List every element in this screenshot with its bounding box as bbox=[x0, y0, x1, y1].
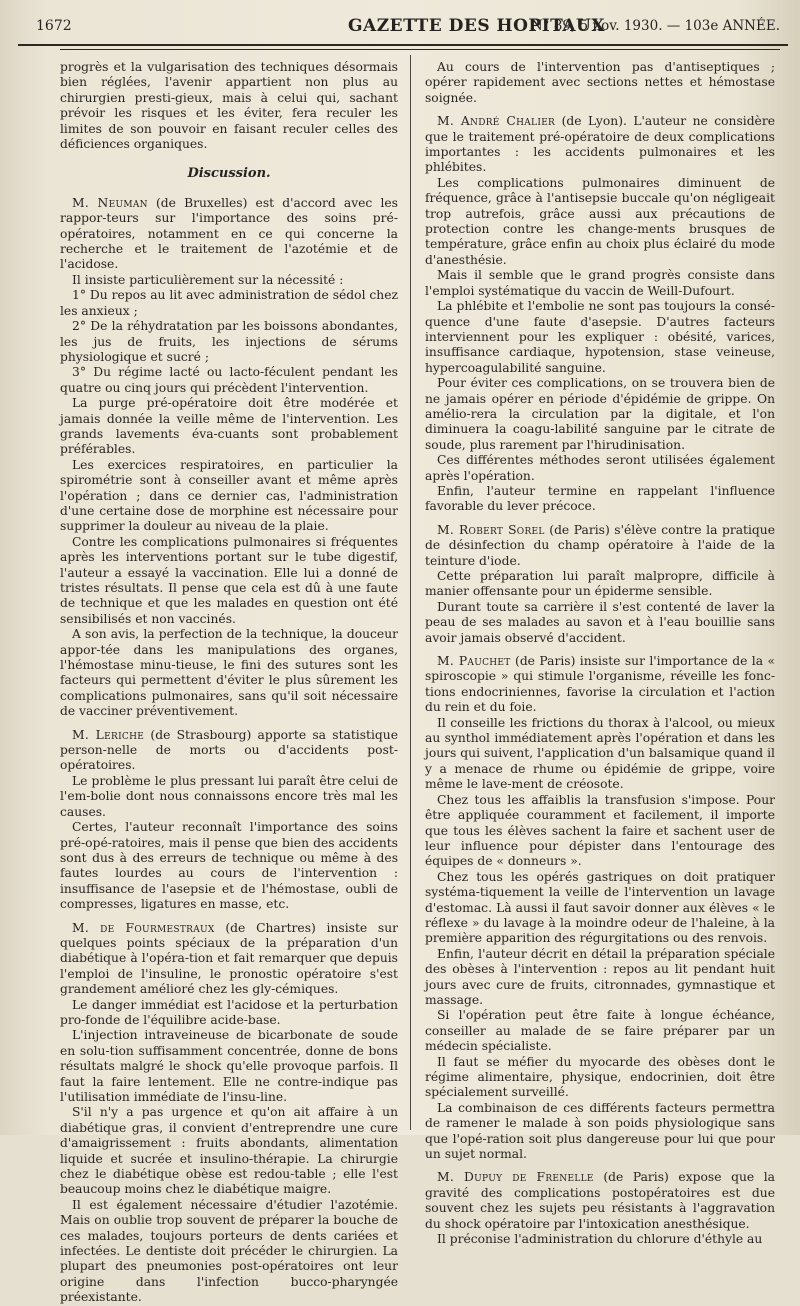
paragraph: Au cours de l'intervention pas d'antiseptiques ; opérer rapidement avec sections nettes et hémostase soignée. bbox=[425, 60, 775, 105]
speaker-name: M. de Fourmestraux bbox=[72, 920, 215, 935]
paragraph: 3° Du régime lacté ou lacto-féculent pendant les quatre ou cinq jours qui précèdent l'intervention. bbox=[60, 365, 398, 395]
paragraph: Il insiste particulièrement sur la nécessité : bbox=[72, 272, 344, 287]
page-header bbox=[18, 14, 788, 46]
paragraph: Si l'opération peut être faite à longue échéance, conseiller au malade de se faire préparer par un médecin spécialiste. bbox=[425, 1008, 775, 1054]
journal-title: GAZETTE DES HOPITAUX bbox=[348, 16, 606, 36]
speaker-name: M. André Chalier bbox=[437, 114, 556, 129]
paragraph: Certes, l'auteur reconnaît l'importance des soins pré-opé-ratoires, mais il pense que bien des accidents sont dus à des erreurs de technique ou même à des fautes lourdes au cours de l'intervention : insuffisance de l'asepsie et de l'hémostase, oubli de compresses, ligatures en masse, etc. bbox=[60, 820, 398, 912]
paragraph: Chez tous les affaiblis la transfusion s'impose. Pour être appliquée couramment et facilement, il importe que tous les élèves sachent la faire et sachent user de leur influence pour dépister dans l'entourage des équipes de « donneurs ». bbox=[425, 792, 775, 869]
paragraph: Le problème le plus pressant lui paraît être celui de l'em-bolie dont nous connaissons encore très mal les causes. bbox=[60, 773, 398, 819]
speaker-name: M. Dupuy de Frenelle bbox=[437, 1170, 594, 1185]
column-divider bbox=[410, 55, 411, 1130]
paragraph: A son avis, la perfection de la technique, la douceur appor-tée dans les manipulations des organes, l'hémostase minu-tieuse, le fini des sutures sont les facteurs qui permettent d'éviter le plus sûrement les complications pulmonaires, sans qu'il soit nécessaire de vacciner préventivement. bbox=[60, 627, 398, 719]
page-number: 1672 bbox=[36, 18, 72, 34]
paragraph: M. de Fourmestraux (de Chartres) insiste sur quelques points spéciaux de la préparation d'un diabétique à l'opéra-tion et fait remarquer que depuis l'emploi de l'insuline, le pronostic opératoire s'est grandement amélioré chez les gly-cémiques. bbox=[60, 920, 399, 997]
paragraph: Il conseille les frictions du thorax à l'alcool, ou mieux au synthol immédiatement après l'opération et dans les jours qui suivent, l'application d'un balsamique quand il y a menace de rhume ou épidémie de grippe, voire même le lave-ment de créosote. bbox=[425, 715, 775, 792]
paragraph: Enfin, l'auteur décrit en détail la préparation spéciale des obèses à l'intervention : repos au lit pendant huit jours avec cure de fruits, citronnades, gymnastique et massage. bbox=[425, 946, 775, 1007]
paragraph: Enfin, l'auteur termine en rappelant l'influence favorable du lever précoce. bbox=[425, 483, 775, 514]
section-heading: Discussion. bbox=[187, 166, 271, 182]
paragraph: 2° De la réhydratation par les boissons abondantes, les jus de fruits, les injections de sérums physiologique et sucré ; bbox=[60, 319, 398, 364]
paragraph: Chez tous les opérés gastriques on doit pratiquer systéma-tiquement la veille de l'intervention un lavage d'estomac. Là aussi il faut savoir donner aux élèves « le réflexe » du lavage à la moindre odeur de l'haleine, à la première apparition des régurgitations ou des renvois. bbox=[425, 869, 775, 946]
paragraph: La combinaison de ces différents facteurs permettra de ramener le malade à son poids physiologique sans que l'opé-ration soit plus dangereuse pour lui que pour un sujet normal. bbox=[425, 1100, 775, 1162]
speaker-name: M. Robert Sorel bbox=[437, 522, 545, 537]
speaker-name: M. Neuman bbox=[72, 195, 148, 210]
paragraph: La purge pré-opératoire doit être modérée et jamais donnée la veille même de l'intervention. Les grands lavements éva-cuants sont probablement préférables. bbox=[60, 396, 398, 457]
paragraph: Pour éviter ces complications, on se trouvera bien de ne jamais opérer en période d'épidémie de grippe. On amélio-rera la circulation par la digitale, et l'on diminuera la coagu-labilité sanguine par le citrate de soude, plus rarement par l'hirudinisation. bbox=[425, 376, 775, 452]
paragraph: La phlébite et l'embolie ne sont pas toujours la consé-quence d'une faute d'asepsie. D'autres facteurs interviennent pour les expliquer : obésité, varices, insuffisance cardiaque, hypotension, stase veineuse, hypercoagulabilité sanguine. bbox=[425, 299, 775, 375]
paragraph: S'il n'y a pas urgence et qu'on ait affaire à un diabétique gras, il convient d'entreprendre une cure d'amaigrissement : fruits abondants, alimentation liquide et sucrée et insulino-thérapie. La chirurgie chez le diabétique obèse est redou-table ; elle l'est beaucoup moins chez le diabétique maigre. bbox=[60, 1105, 398, 1197]
paragraph: M. Leriche (de Strasbourg) apporte sa statistique person-nelle de morts ou d'accidents post-opératoires. bbox=[60, 727, 398, 773]
left-column bbox=[60, 60, 399, 1305]
speaker-name: M. Leriche bbox=[72, 727, 145, 742]
paragraph: Cette préparation lui paraît malpropre, difficile à manier offensante pour un épiderme sensible. bbox=[425, 569, 775, 599]
paragraph: Il est également nécessaire d'étudier l'azotémie. Mais on oublie trop souvent de préparer la bouche de ces malades, toujours porteurs de dents cariées et infectées. Le dentiste doit précéder le chirurgien. La plupart des pneumonies post-opératoires ont leur origine dans l'infection bucco-pharyngée préexistante. bbox=[60, 1197, 398, 1305]
paragraph: Mais il semble que le grand progrès consiste dans l'emploi systématique du vaccin de Weill-Dufourt. bbox=[425, 268, 775, 298]
speaker-name: M. Pauchet bbox=[437, 654, 511, 669]
paragraph: 1° Du repos au lit avec administration de sédol chez les anxieux ; bbox=[60, 288, 398, 318]
paragraph: Il préconise l'administration du chlorure d'éthyle au bbox=[437, 1232, 763, 1247]
issue-info: N° 89, 5 nov. 1930. — 103e ANNÉE. bbox=[530, 18, 780, 34]
paragraph: Les complications pulmonaires diminuent de fréquence, grâce à l'antisepsie buccale qu'on négligeait trop autrefois, grâce aussi aux précautions de protection contre les change-ments brusques de température, grâce enfin au choix plus éclairé du mode d'anesthésie. bbox=[425, 175, 775, 267]
paragraph: Contre les complications pulmonaires si fréquentes après les interventions portant sur le tube digestif, l'auteur a essayé la vaccination. Elle lui a donné de tristes résultats. Il pense que cela est dû à une faute de technique et que les malades en question ont été sensibilisés et non vaccinés. bbox=[60, 534, 398, 626]
paragraph: M. Robert Sorel (de Paris) s'élève contre la pratique de désinfection du champ opératoire à l'aide de la teinture d'iode. bbox=[425, 522, 775, 568]
paragraph: Ces différentes méthodes seront utilisées également après l'opération. bbox=[425, 453, 775, 483]
header-rule bbox=[60, 49, 780, 50]
paragraph: Il faut se méfier du myocarde des obèses dont le régime alimentaire, physique, endocrinien, doit être spécialement surveillé. bbox=[425, 1054, 775, 1100]
paragraph: M. Neuman (de Bruxelles) est d'accord avec les rappor-teurs sur l'importance des soins pré-opératoires, notamment en ce qui concerne la recherche et le traitement de l'azotémie et de l'acidose. bbox=[60, 195, 398, 272]
paragraph: Les exercices respiratoires, en particulier la spirométrie sont à conseiller avant et même après l'opération ; dans ce dernier cas, l'administration d'une certaine dose de morphine est nécessaire pour supprimer la douleur au niveau de la plaie. bbox=[60, 457, 398, 534]
right-column bbox=[425, 60, 775, 1247]
paragraph: L'injection intraveineuse de bicarbonate de soude en solu-tion suffisamment concentrée, donne de bons résultats malgré le shock qu'elle provoque parfois. Il faut la faire lentement. Elle ne contre-indique pas l'utilisation immédiate de l'insu-line. bbox=[60, 1028, 398, 1104]
paragraph: M. Dupuy de Frenelle (de Paris) expose que la gravité des complications postopératoires est due souvent chez les sujets peu résistants à l'aggravation du shock opératoire par l'intoxication anesthésique. bbox=[425, 1170, 775, 1231]
paragraph: M. Pauchet (de Paris) insiste sur l'importance de la « spiroscopie » qui stimule l'organisme, réveille les fonc-tions endocriniennes, favorise la circulation et l'action du rein et du foie. bbox=[425, 654, 775, 715]
paragraph: Durant toute sa carrière il s'est contenté de laver la peau de ses malades au savon et à l'eau bouillie sans avoir jamais observé d'accident. bbox=[425, 599, 775, 645]
paragraph: M. André Chalier (de Lyon). L'auteur ne considère que le traitement pré-opératoire de deux complications importantes : les accidents pulmonaires et les phlébites. bbox=[425, 114, 775, 175]
paragraph: progrès et la vulgarisation des techniques désormais bien réglées, l'avenir appartient non plus au chirurgien presti-gieux, mais à celui qui, sachant prévoir les risques et les éviter, fera reculer les limites de son pouvoir en faisant reculer celles des déficiences organiques. bbox=[60, 60, 398, 152]
paragraph: Le danger immédiat est l'acidose et la perturbation pro-fonde de l'équilibre acide-base. bbox=[60, 997, 398, 1027]
